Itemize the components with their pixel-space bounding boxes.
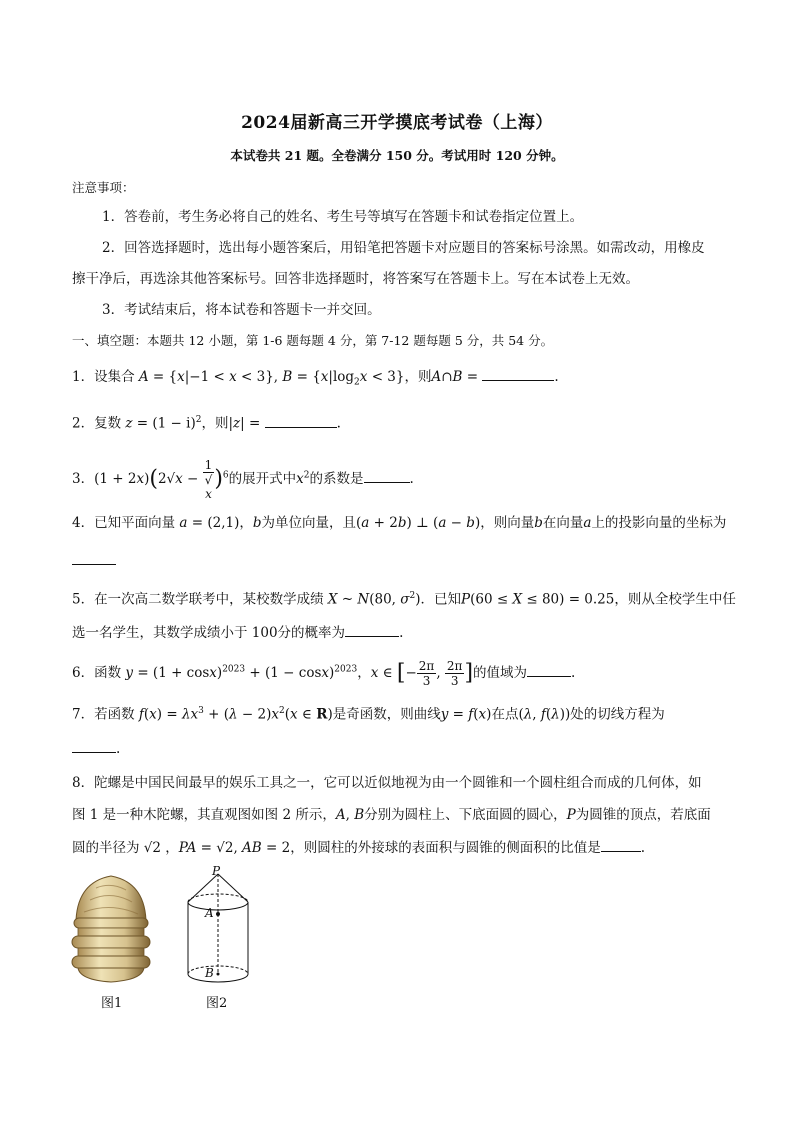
answer-blank-8[interactable] [601,837,641,852]
label-A: A [205,906,214,920]
notice-item-2: 2．回答选择题时，选出每小题答案后，用铅笔把答题卡对应题目的答案标号涂黑。如需改动，用橡皮 [102,240,705,256]
question-2: 2．复数 $z = (1 - i)^2$，则|z| = . [72,410,722,434]
q7-text: 7．若函数 [72,706,135,723]
notice-item-2-cont: 擦干净后，再选涂其他答案标号。回答非选择题时，将答案写在答题卡上。写在本试卷上无效。 [72,271,639,287]
question-4: 4．已知平面向量 a = (2,1)，b为单位向量，且(a + 2b) ⊥ (a − b)，则向量b在向量a上的投影向量的坐标为 [72,515,727,531]
q4-text: 4．已知平面向量 [72,515,176,531]
figure-1-caption: 图1 [101,996,123,1011]
answer-blank-3[interactable] [364,468,410,483]
answer-blank-5[interactable] [345,622,399,637]
answer-blank-7[interactable] [72,738,116,753]
exam-subtitle: 本试卷共 21 题。全卷满分 150 分。考试用时 120 分钟。 [230,148,564,163]
question-5: 5．在一次高二数学联考中，某校数学成绩 X ~ N(80, $\sigma^2$)．已知P(60 ≤ X ≤ 80) = 0.25，则从全校学生中任 [72,591,736,608]
question-4-blank-line [72,550,722,571]
q5-text: 5．在一次高二数学联考中，某校数学成绩 [72,591,324,608]
q1-text: 1．设集合 [72,369,135,385]
notice-item-1: 1．答卷前，考生务必将自己的姓名、考生号等填写在答题卡和试卷指定位置上。 [102,209,584,225]
q3-text: 3． [72,471,95,487]
question-3: 3．(1 + 2x)(2√x − 1 √ x )$^6$的展开式中$x^2$的系数是 . [72,458,414,501]
question-1: 1．设集合 A = {x|−1 < x < 3}, $B = \{x|\log_2x < 3\}$，则A∩B = . [72,366,722,393]
q2-text: 2．复数 [72,415,122,432]
figure-2-caption: 图2 [206,996,228,1011]
question-8-line2: 图 1 是一种木陀螺，其直观图如图 2 所示，A, B分别为圆柱上、下底面圆的圆心，P为圆锥的顶点，若底面 [72,807,711,823]
label-P: P [212,864,221,878]
answer-blank-4[interactable] [72,550,116,565]
top-geometry-diagram [178,862,258,992]
exam-title: 2024届新高三开学摸底考试卷（上海） [241,113,553,133]
answer-blank-1[interactable] [482,366,554,381]
notice-item-3: 3．考试结束后，将本试卷和答题卡一并交回。 [102,302,381,318]
notice-heading: 注意事项： [72,180,135,195]
question-5-line2: 选一名学生，其数学成绩小于 100分的概率为 . [72,622,722,643]
question-7: 7．若函数 $f(x) = \lambda x^3 + (\lambda - 2)x^2(x$ ∈ R)是奇函数，则曲线y = f(x)在点(λ, f(λ))处的切线方程为 [72,706,665,723]
section-heading: 一、填空题：本题共 12 小题，第 1-6 题每题 4 分，第 7-12 题每题 5 分，共 54 分。 [72,333,554,348]
q6-text: 6．函数 [72,665,122,681]
answer-blank-6[interactable] [527,662,571,677]
question-8: 8．陀螺是中国民间最早的娱乐工具之一，它可以近似地视为由一个圆锥和一个圆柱组合而成的几何体，如 [72,775,702,791]
question-8-line3: 圆的半径为 √2 ，PA = √2, AB = 2，则圆柱的外接球的表面积与圆锥的侧面积的比值是 . [72,837,722,858]
question-6: 6．函数 $y = (1 + \cos x)^{2023} + (1 - \cos x)^{2023}$，x ∈ [− $\frac{2\pi}{3}$ , $\frac{2\pi}{3}$ ]的值域为 . [72,659,576,688]
question-7-blank-line: . [72,738,722,759]
label-B: B [205,966,214,980]
answer-blank-2[interactable] [265,413,337,428]
wooden-top-photo [66,868,156,988]
